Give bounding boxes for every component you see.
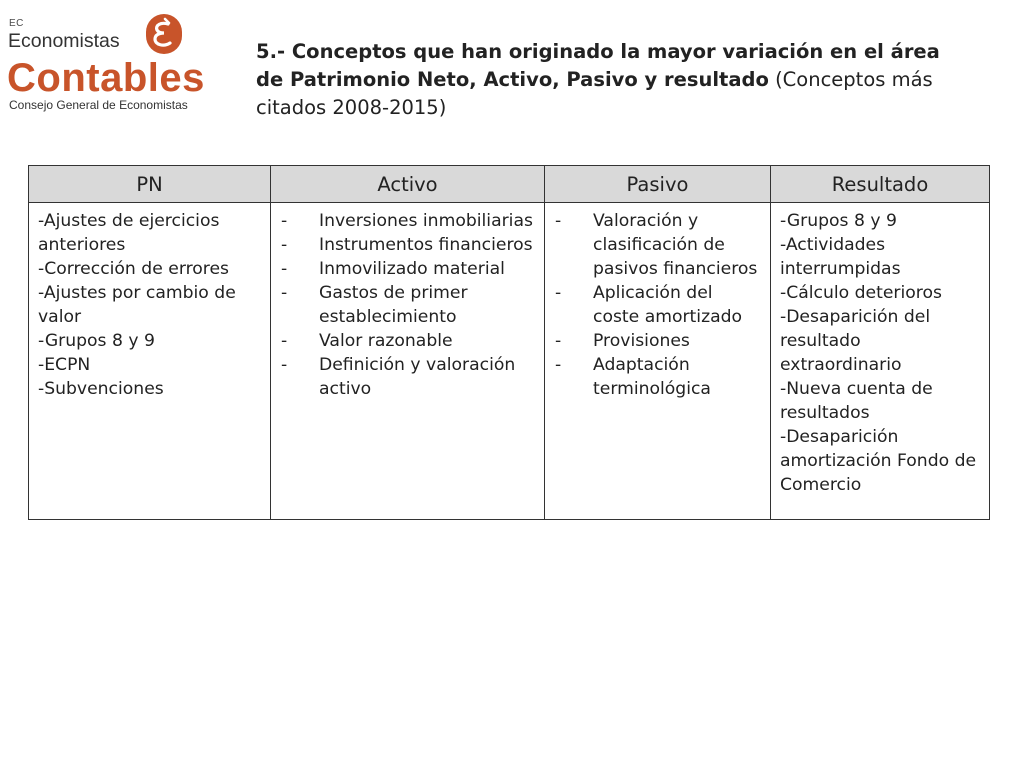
activo-item-text: Inversiones inmobiliarias — [319, 211, 533, 231]
pasivo-item-text: Provisiones — [593, 331, 690, 351]
cell-pn — [29, 203, 271, 520]
resultado-item: -Desaparición del resultado extraordinario — [780, 307, 931, 375]
logo-ec-text: EC — [9, 18, 24, 29]
dash-bullet: - — [281, 355, 288, 375]
pn-item: -ECPN — [38, 355, 91, 375]
slide-title — [256, 38, 946, 122]
pn-item: -Corrección de errores — [38, 259, 229, 279]
slide-title-bold: 5.- Conceptos que han originado la mayor variación en el área de Patrimonio Neto, Activo, Pasivo y resultado — [256, 40, 940, 91]
dash-bullet: - — [281, 283, 288, 303]
economistas-contables-logo — [7, 14, 205, 116]
resultado-item: -Grupos 8 y 9 — [780, 211, 897, 231]
list-item — [280, 281, 536, 329]
table-header-row — [29, 166, 990, 203]
logo-contables-text: Contables — [7, 56, 205, 100]
list-item — [554, 353, 762, 401]
resultado-item: -Cálculo deterioros — [780, 283, 942, 303]
table-row — [29, 203, 990, 520]
resultado-item: -Desaparición amortización Fondo de Comercio — [780, 427, 977, 495]
pasivo-item-text: Valoración y clasificación de pasivos financieros — [593, 211, 758, 279]
pn-item: -Subvenciones — [38, 379, 164, 399]
dash-bullet: - — [555, 355, 562, 375]
header-pn: PN — [29, 166, 271, 203]
resultado-item: -Nueva cuenta de resultados — [780, 379, 933, 423]
dash-bullet: - — [555, 211, 562, 231]
header-resultado: Resultado — [771, 166, 990, 203]
pn-item: -Ajustes por cambio de valor — [38, 283, 236, 327]
list-item — [280, 209, 536, 233]
activo-item-text: Gastos de primer establecimiento — [319, 283, 468, 327]
list-item — [280, 233, 536, 257]
activo-list — [280, 209, 536, 401]
list-item — [280, 353, 536, 401]
activo-item-text: Instrumentos financieros — [319, 235, 533, 255]
dash-bullet: - — [281, 235, 288, 255]
pasivo-item-text: Aplicación del coste amortizado — [593, 283, 743, 327]
dash-bullet: - — [281, 331, 288, 351]
list-item — [554, 329, 762, 353]
activo-item-text: Inmovilizado material — [319, 259, 505, 279]
concepts-table — [28, 165, 990, 520]
cell-pasivo — [545, 203, 771, 520]
header-activo: Activo — [271, 166, 545, 203]
pn-item: -Grupos 8 y 9 — [38, 331, 155, 351]
activo-item-text: Valor razonable — [319, 331, 453, 351]
cell-activo — [271, 203, 545, 520]
dash-bullet: - — [281, 211, 288, 231]
list-item — [280, 257, 536, 281]
list-item — [280, 329, 536, 353]
resultado-item: -Actividades interrumpidas — [780, 235, 901, 279]
header-pasivo: Pasivo — [545, 166, 771, 203]
logo-economistas-text: Economistas — [8, 30, 120, 52]
dash-bullet: - — [281, 259, 288, 279]
pasivo-list — [554, 209, 762, 401]
cell-resultado — [771, 203, 990, 520]
dash-bullet: - — [555, 331, 562, 351]
list-item — [554, 281, 762, 329]
activo-item-text: Definición y valoración activo — [319, 355, 516, 399]
pasivo-item-text: Adaptación terminológica — [593, 355, 711, 399]
slide-title-normal: (Conceptos más citados 2008-2015) — [256, 68, 933, 119]
logo-consejo-text: Consejo General de Economistas — [9, 98, 188, 112]
list-item — [554, 209, 762, 281]
dash-bullet: - — [555, 283, 562, 303]
epsilon-emblem-icon — [146, 14, 182, 54]
pn-item: -Ajustes de ejercicios anteriores — [38, 211, 220, 255]
